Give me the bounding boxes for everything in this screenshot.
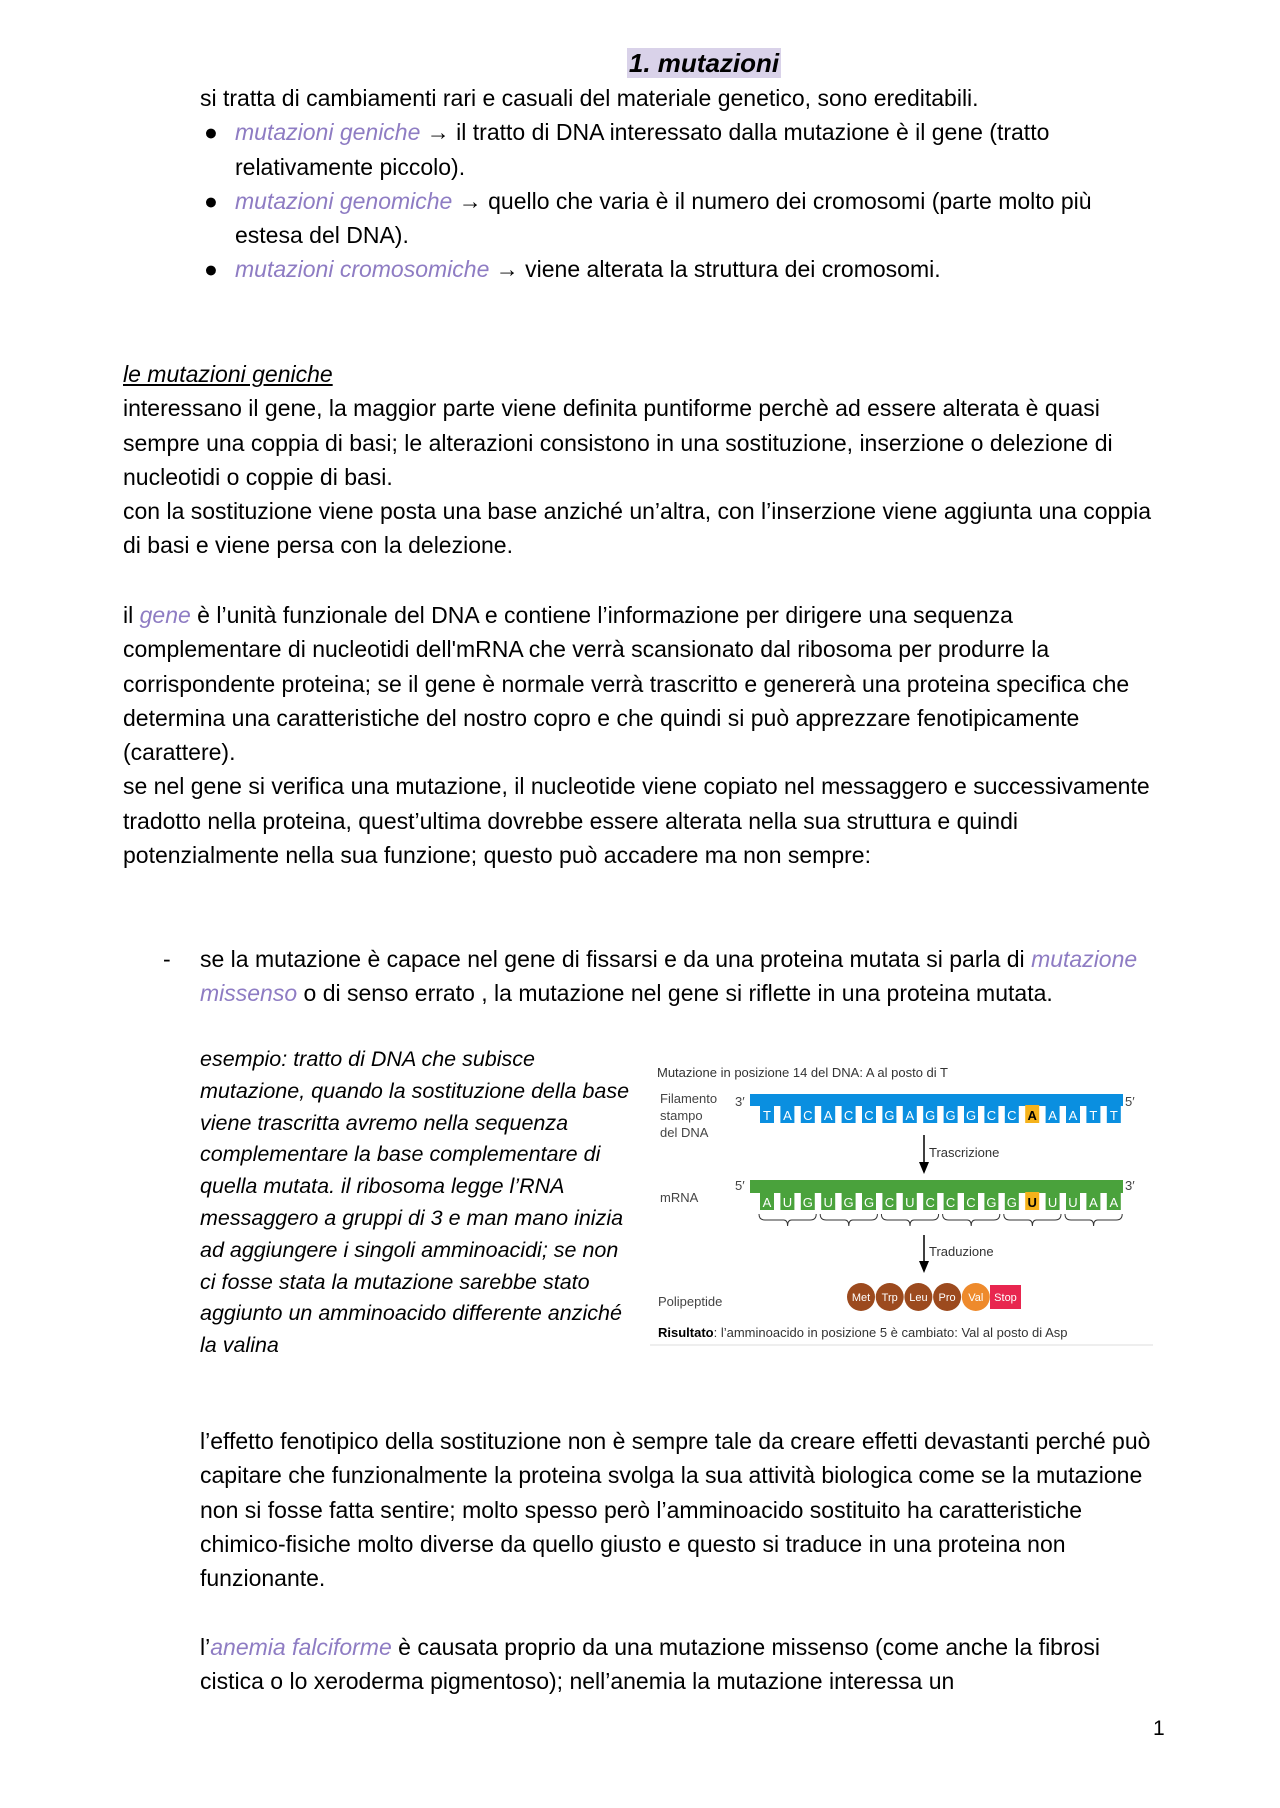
mutation-figure	[650, 1060, 1180, 1370]
mrna-base-letter: G	[1006, 1195, 1017, 1210]
mrna-base-letter: G	[863, 1195, 875, 1210]
amino-acid-label: Met	[851, 1292, 871, 1304]
section-geniche	[123, 357, 1168, 563]
dna-base-letter: T	[1109, 1108, 1118, 1123]
mrna-base-letter: A	[1089, 1195, 1098, 1210]
bullet-icon: ●	[204, 187, 218, 214]
dna-base-letter: G	[925, 1108, 936, 1123]
mrna-base-letter: G	[802, 1195, 813, 1210]
section-gene	[123, 598, 1168, 872]
mrna-base-letter: U	[1068, 1195, 1078, 1210]
codon-brace	[820, 1214, 877, 1226]
codon-brace	[759, 1214, 816, 1226]
amino-acid-label: Leu	[909, 1292, 928, 1304]
example-text: esempio: tratto di DNA che subisce mutazione, quando la sostituzione della base viene trascritta avremo nella sequenza complementare la base complementare di quella mutata. il ribosoma legge l’RNA messaggero a gruppi di 3 e man mano inizia ad aggiungere i singoli amminoacidi; se non ci fosse stata la mutazione sarebbe stato aggiunto un amminoacido differente anziché la valina	[200, 1047, 630, 1358]
mrna-end-label: 3′	[1125, 1178, 1135, 1193]
mrna-base-letter: G	[986, 1195, 997, 1210]
codon-brace	[943, 1214, 1000, 1226]
mrna-label: mRNA	[660, 1190, 699, 1205]
dna-base-letter: A	[1048, 1108, 1057, 1123]
mrna-base-letter: A	[1109, 1195, 1119, 1210]
mrna-base-letter: C	[925, 1195, 935, 1210]
dna-base-letter: C	[986, 1108, 997, 1123]
paragraph: interessano il gene, la maggior parte viene definita puntiforme perchè ad essere alterata è quasi sempre una coppia di basi; le alterazioni consistono in una sostituzione, inserzione o delezione di nucleotidi o coppie di basi.	[123, 395, 1113, 490]
dna-base-letter: A	[823, 1108, 833, 1123]
amino-acid-label: Trp	[881, 1292, 898, 1304]
transcription-label: Trascrizione	[929, 1145, 1000, 1160]
codon-brace	[1004, 1214, 1061, 1226]
bullet-item: ● mutazioni geniche → il tratto di DNA interessato dalla mutazione è il gene (tratto relativamente piccolo).	[79, 115, 1159, 184]
dna-base-letter: C	[1007, 1108, 1017, 1123]
section-heading: le mutazioni geniche	[123, 361, 333, 387]
paragraph: l’effetto fenotipico della sostituzione non è sempre tale da creare effetti devastanti perché può capitare che funzionalmente la proteina svolga la sua attività biologica come se la mutazione non si fosse fatta sentire; molto spesso però l’amminoacido sostituito ha caratteristiche chimico-fisiche molto diverse da quello giusto e questo si traduce in una proteina non funzionante.	[200, 1428, 1151, 1592]
mrna-base-letter: G	[843, 1195, 854, 1210]
bullet-icon: ●	[204, 119, 218, 146]
mrna-base-letter: C	[966, 1195, 976, 1210]
dna-end-label: 5′	[1125, 1094, 1135, 1109]
mrna-base-letter: C	[884, 1195, 895, 1210]
dna-label: stampo	[660, 1108, 703, 1123]
mrna-strand-bar	[750, 1180, 1123, 1193]
figure-caption: Mutazione in posizione 14 del DNA: A al posto di T	[657, 1065, 948, 1080]
dna-base-letter: T	[1089, 1108, 1098, 1123]
dna-base-letter: A	[905, 1108, 915, 1123]
arrow-head-icon	[919, 1162, 929, 1174]
polypeptide-label: Polipeptide	[658, 1294, 723, 1309]
dna-strand-bar	[750, 1094, 1123, 1106]
paragraph: se nel gene si verifica una mutazione, il nucleotide viene copiato nel messaggero e successivamente tradotto nella proteina, quest’ultima dovrebbe essere alterata nella sua struttura e quindi potenzialmente nella sua funzione; questo può accadere ma non sempre:	[123, 773, 1150, 869]
mrna-base-letter: U	[905, 1195, 915, 1210]
bullet-icon: ●	[204, 256, 218, 283]
dna-base-letter: C	[803, 1108, 813, 1123]
mrna-base-letter: A	[762, 1195, 772, 1210]
page-title: 1. mutazioni	[628, 48, 780, 78]
dna-base-letter: A	[783, 1108, 792, 1123]
translation-label: Traduzione	[929, 1244, 994, 1259]
dna-base-letter: G	[945, 1108, 956, 1123]
paragraph: con la sostituzione viene posta una base anziché un’altra, con l’inserzione viene aggiunta una coppia di basi e viene persa con la delezione.	[123, 498, 1152, 559]
mrna-base-letter: U	[823, 1195, 833, 1210]
dna-base-letter: A	[1027, 1108, 1037, 1123]
dna-base-letter: C	[843, 1108, 854, 1123]
codon-brace	[881, 1214, 938, 1226]
bullet-item: ● mutazioni cromosomiche → viene alterata la struttura dei cromosomi.	[79, 252, 1159, 286]
dna-base-letter: A	[1068, 1108, 1078, 1123]
dna-base-letter: C	[864, 1108, 874, 1123]
mrna-base-letter: U	[1047, 1195, 1058, 1210]
paragraph: il gene è l’unità funzionale del DNA e contiene l’informazione per dirigere una sequenza complementare di nucleotidi dell'mRNA che verrà scansionato dal ribosoma per produrre la corrispondente proteina; se il gene è normale verrà trascritto e genererà una proteina specifica che determina una caratteristiche del nostro copro e che quindi si può apprezzare fenotipicamente (carattere).	[123, 602, 1130, 766]
result-text: Risultato: l’amminoacido in posizione 5 è cambiato: Val al posto di Asp	[658, 1325, 1068, 1340]
dna-end-label: 3′	[735, 1094, 745, 1109]
intro-text: si tratta di cambiamenti rari e casuali del materiale genetico, sono ereditabili.	[200, 85, 979, 111]
mrna-base-letter: U	[782, 1195, 793, 1210]
dna-label: Filamento	[660, 1091, 718, 1106]
paragraph: l’anemia falciforme è causata proprio da una mutazione missenso (come anche la fibrosi cistica o lo xeroderma pigmentoso); nell’anemia la mutazione interessa un	[200, 1634, 1101, 1695]
arrow-head-icon	[919, 1261, 929, 1273]
mrna-end-label: 5′	[735, 1178, 745, 1193]
mrna-base-letter: U	[1027, 1195, 1037, 1210]
codon-brace	[1065, 1214, 1122, 1226]
amino-acid-label: Val	[968, 1292, 984, 1304]
page-number: 1	[1153, 1717, 1165, 1740]
mrna-base-letter: C	[945, 1195, 956, 1210]
dna-base-letter: T	[763, 1108, 771, 1123]
list-dash: -	[163, 946, 171, 972]
amino-acid-label: Pro	[938, 1292, 956, 1304]
dna-base-letter: G	[965, 1108, 977, 1123]
dna-base-letter: G	[884, 1108, 895, 1123]
intro-block	[200, 81, 1200, 287]
stop-label: Stop	[994, 1292, 1017, 1304]
dna-label: del DNA	[660, 1125, 709, 1140]
bullet-item: ● mutazioni genomiche → quello che varia è il numero dei cromosomi (parte molto più estesa del DNA).	[79, 184, 1159, 253]
list-item: - se la mutazione è capace nel gene di fissarsi e da una proteina mutata si parla di mutazione missenso o di senso errato , la mutazione nel gene si riflette in una proteina mutata.	[200, 942, 1160, 1011]
